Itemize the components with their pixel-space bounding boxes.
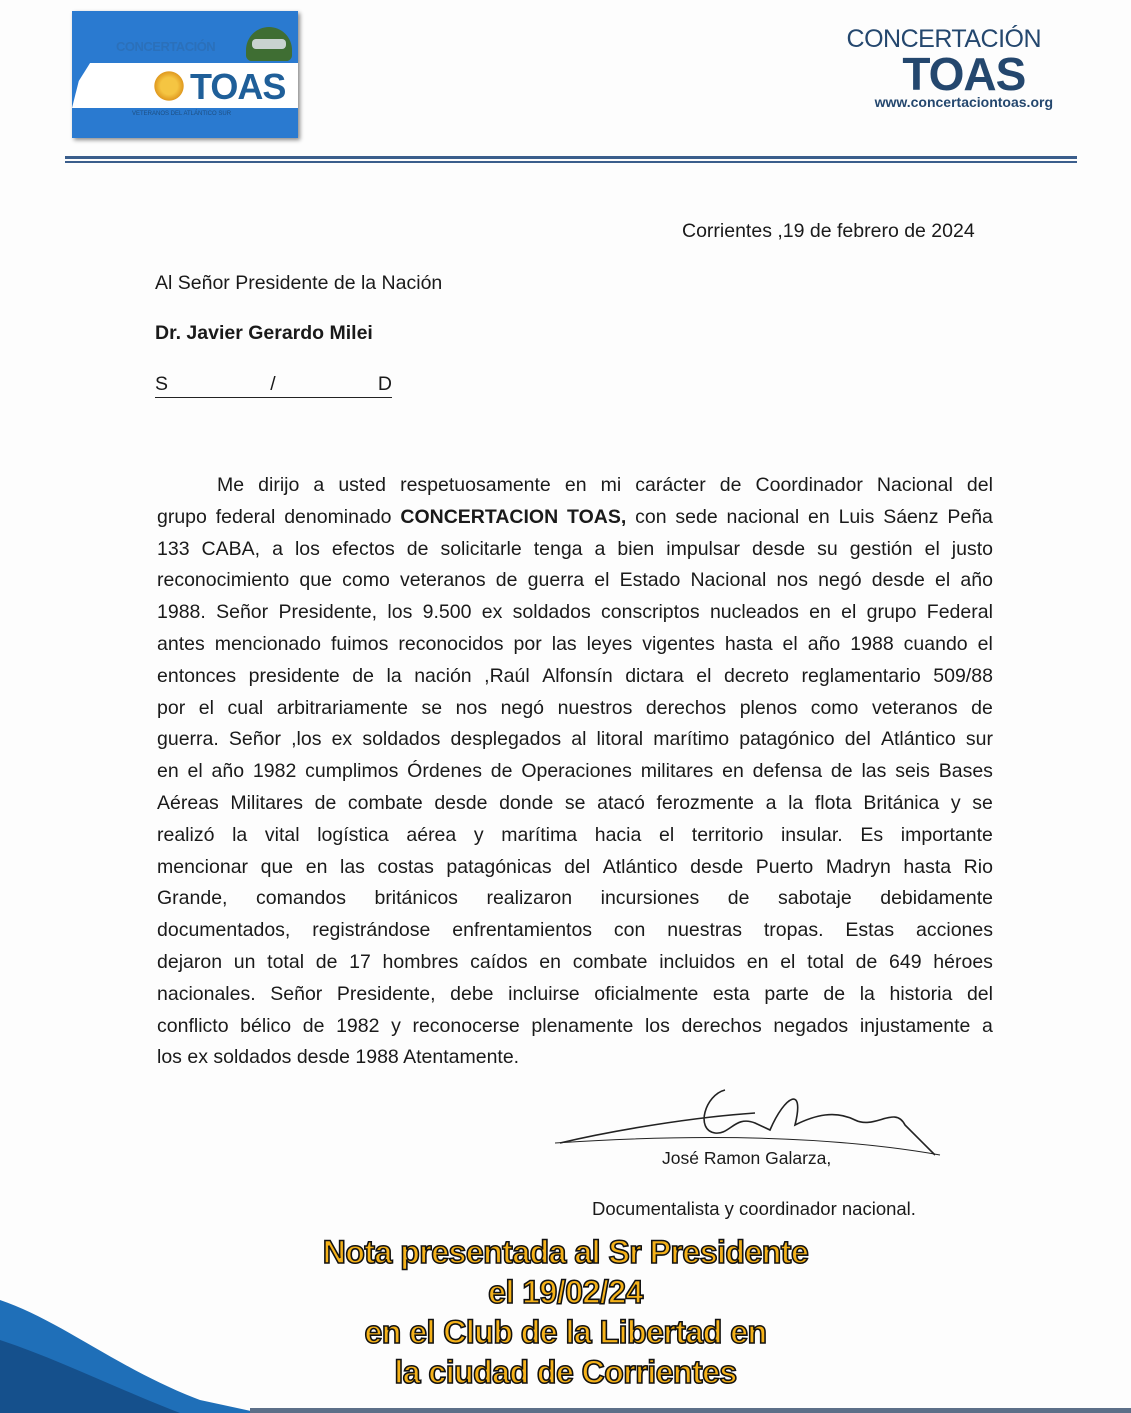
- body-line: reconocimiento que como veteranos de guerra el Estado Nacional nos negó desde el año: [157, 569, 993, 592]
- logo-right-line1: CONCERTACIÓN: [846, 25, 1042, 53]
- body-line: dejaron un total de 17 hombres caídos en combate incluidos en el total de 649 héroes: [157, 950, 993, 973]
- header-divider: [65, 156, 1077, 159]
- recipient-name: Dr. Javier Gerardo Milei: [155, 322, 373, 344]
- body-line: por el cual arbitrariamente se nos negó nuestros derechos plenos como veteranos de: [157, 696, 993, 719]
- body-line: guerra. Señor ,los ex soldados desplegados al litoral marítimo patagónico del Atlántico sur: [157, 728, 993, 751]
- header-divider-thin: [65, 161, 1077, 163]
- caption-line3: en el Club de la Libertad en: [364, 1314, 767, 1350]
- caption-line1: Nota presentada al Sr Presidente: [322, 1234, 809, 1270]
- toas-logo-left: [72, 11, 298, 138]
- sun-of-may-icon: [152, 69, 186, 103]
- signature-name: José Ramon Galarza,: [662, 1148, 832, 1168]
- body-line: 133 CABA, a los efectos de solicitarle tenga a bien impulsar desde su gestión el justo: [157, 537, 993, 560]
- body-line: documentados, registrándose enfrentamientos con nuestras tropas. Estas acciones: [157, 919, 993, 942]
- sd-line: [155, 373, 392, 398]
- body-line: Grande, comandos británicos realizaron incursiones de sabotaje debidamente: [157, 887, 993, 910]
- logo-sub-text: VETERANOS DEL ATLÁNTICO SUR: [132, 111, 232, 117]
- body-line: 1988. Señor Presidente, los 9.500 ex soldados conscriptos nucleados en el grupo Federal: [157, 601, 993, 624]
- place-date: Corrientes ,19 de febrero de 2024: [682, 220, 975, 242]
- body-line: los ex soldados desde 1988 Atentamente.: [157, 1046, 520, 1069]
- body-line: entonces presidente de la nación ,Raúl Alfonsín dictara el decreto reglamentario 509/88: [157, 664, 993, 687]
- body-line: Aéreas Militares de combate desde donde se atacó ferozmente a la flota Británica y se: [157, 791, 993, 814]
- body-line: nacionales. Señor Presidente, debe incluirse oficialmente esta parte de la historia del: [157, 982, 993, 1005]
- body-line: realizó la vital logística aérea y marítima hacia el territorio insular. Es importante: [157, 823, 993, 846]
- body-line: Me dirijo a usted respetuosamente en mi carácter de Coordinador Nacional del: [217, 474, 993, 496]
- recipient-title: Al Señor Presidente de la Nación: [155, 272, 443, 294]
- body-line: en el año 1982 cumplimos Órdenes de Operaciones militares en defensa de las seis Bases: [157, 760, 993, 783]
- body-line: conflicto bélico de 1982 y reconocerse plenamente los derechos negados injustamente a: [157, 1014, 993, 1037]
- body-line: grupo federal denominado CONCERTACION TOAS, con sede nacional en Luis Sáenz Peña: [157, 505, 993, 528]
- logo-main-text: TOAS: [190, 66, 286, 107]
- signature-title: Documentalista y coordinador nacional.: [592, 1198, 916, 1219]
- body-line: antes mencionado fuimos reconocidos por las leyes vigentes hasta el año 1988 cuando el: [157, 632, 993, 655]
- sd-slash: /: [270, 373, 276, 395]
- letter-body: [157, 470, 993, 1074]
- logo-right-website: www.concertaciontoas.org: [874, 94, 1053, 110]
- logo-right-line2: TOAS: [902, 48, 1026, 100]
- helmet-icon: [246, 27, 292, 61]
- caption-line2: el 19/02/24: [488, 1274, 643, 1310]
- caption-line4: la ciudad de Corrientes: [394, 1354, 737, 1390]
- sd-s: S: [155, 373, 169, 395]
- logo-top-text: CONCERTACIÓN: [116, 39, 216, 54]
- overlay-caption: [0, 1232, 1131, 1392]
- sd-d: D: [377, 373, 392, 395]
- body-line: mencionar que en las costas patagónicas del Atlántico desde Puerto Madryn hasta Rio: [157, 855, 993, 878]
- toas-logo-right: [835, 25, 1053, 110]
